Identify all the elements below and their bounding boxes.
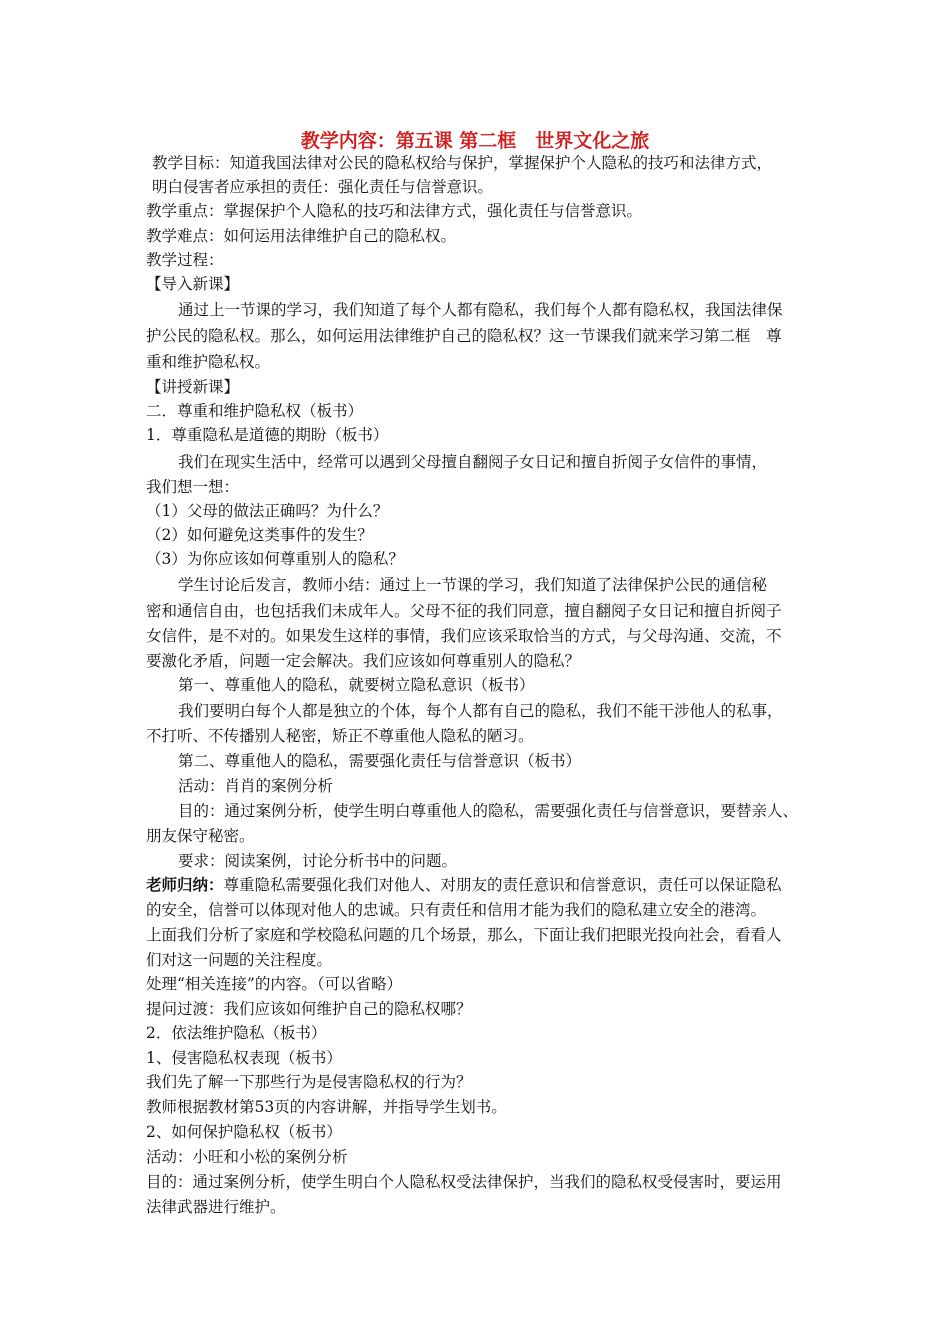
teacher-summary-line bbox=[146, 873, 810, 897]
text-line: 我们想一想： bbox=[146, 478, 240, 496]
text-line: 要求：阅读案例，讨论分析书中的问题。 bbox=[178, 852, 458, 870]
question-item: （1）父母的做法正确吗？为什么？ bbox=[146, 502, 389, 520]
text-line: 处理“相关连接”的内容。（可以省略） bbox=[146, 975, 403, 993]
subheading: 2．依法维护隐私（板书） bbox=[146, 1024, 327, 1042]
text-line: 我们先了解一下那些行为是侵害隐私权的行为？ bbox=[146, 1073, 472, 1091]
text-line: 的安全，信誉可以体现对他人的忠诚。只有责任和信用才能为我们的隐私建立安全的港湾。 bbox=[146, 901, 767, 919]
text-line: 女信件，是不对的。如果发生这样的事情，我们应该采取恰当的方式，与父母沟通、交流，不 bbox=[146, 627, 782, 645]
subheading: 2、如何保护隐私权（板书） bbox=[146, 1123, 342, 1141]
text-line: 学生讨论后发言，教师小结：通过上一节课的学习，我们知道了法律保护公民的通信秘 bbox=[178, 576, 768, 594]
teacher-summary-text: 尊重隐私需要强化我们对他人、对朋友的责任意识和信誉意识，责任可以保证隐私 bbox=[223, 876, 782, 894]
text-line: 活动：肖肖的案例分析 bbox=[178, 777, 334, 795]
page-title: 教学内容：第五课 第二框 世界文化之旅 bbox=[300, 130, 650, 152]
text-line: 目的：通过案例分析，使学生明白尊重他人的隐私，需要强化责任与信誉意识，要替亲人、 bbox=[178, 802, 799, 820]
text-line: 我们在现实生活中，经常可以遇到父母擅自翻阅子女日记和擅自折阅子女信件的事情， bbox=[178, 453, 768, 471]
text-line-objective: 教学目标：知道我国法律对公民的隐私权给与保护，掌握保护个人隐私的技巧和法律方式， bbox=[152, 154, 773, 172]
teacher-summary-label: 老师归纳： bbox=[146, 875, 224, 894]
text-line-difficulty: 教学难点：如何运用法律维护自己的隐私权。 bbox=[146, 227, 457, 245]
subheading: 二．尊重和维护隐私权（板书） bbox=[146, 402, 364, 420]
text-line: 护公民的隐私权。那么，如何运用法律维护自己的隐私权？这一节课我们就来学习第二框 尊 bbox=[146, 327, 782, 345]
text-line: 法律武器进行维护。 bbox=[146, 1198, 286, 1216]
text-line: 要激化矛盾，问题一定会解决。我们应该如何尊重别人的隐私？ bbox=[146, 652, 581, 670]
text-line-objective-cont: 明白侵害者应承担的责任：强化责任与信誉意识。 bbox=[152, 178, 494, 196]
text-line: 重和维护隐私权。 bbox=[146, 353, 271, 371]
text-line: 目的：通过案例分析，使学生明白个人隐私权受法律保护，当我们的隐私权受侵害时，要运用 bbox=[146, 1173, 782, 1191]
subheading: 1、侵害隐私权表现（板书） bbox=[146, 1049, 342, 1067]
text-line: 密和通信自由，也包括我们未成年人。父母不征的我们同意，擅自翻阅子女日记和擅自折阅子 bbox=[146, 602, 782, 620]
text-line: 活动：小旺和小松的案例分析 bbox=[146, 1148, 348, 1166]
text-line-process: 教学过程： bbox=[146, 251, 224, 269]
text-line: 第二、尊重他人的隐私，需要强化责任与信誉意识（板书） bbox=[178, 752, 582, 770]
text-line: 通过上一节课的学习，我们知道了每个人都有隐私，我们每个人都有隐私权，我国法律保 bbox=[178, 301, 783, 319]
text-line-key-point: 教学重点：掌握保护个人隐私的技巧和法律方式，强化责任与信誉意识。 bbox=[146, 202, 643, 220]
text-line: 我们要明白每个人都是独立的个体，每个人都有自己的隐私，我们不能干涉他人的私事， bbox=[178, 702, 783, 720]
text-line: 提问过渡：我们应该如何维护自己的隐私权哪？ bbox=[146, 1000, 472, 1018]
text-line: 们对这一问题的关注程度。 bbox=[146, 951, 333, 969]
subheading: 1．尊重隐私是道德的期盼（板书） bbox=[146, 426, 389, 444]
text-line: 上面我们分析了家庭和学校隐私问题的几个场景，那么，下面让我们把眼光投向社会，看看人 bbox=[146, 926, 782, 944]
section-heading-new-lesson: 【讲授新课】 bbox=[146, 378, 240, 396]
text-line: 教师根据教材第53页的内容讲解，并指导学生划书。 bbox=[146, 1098, 507, 1116]
question-item: （2）如何避免这类事件的发生？ bbox=[146, 526, 373, 544]
text-line: 第一、尊重他人的隐私，就要树立隐私意识（板书） bbox=[178, 676, 535, 694]
section-heading-intro: 【导入新课】 bbox=[146, 275, 240, 293]
question-item: （3）为你应该如何尊重别人的隐私？ bbox=[146, 550, 404, 568]
text-line: 朋友保守秘密。 bbox=[146, 827, 255, 845]
text-line: 不打听、不传播别人秘密，矫正不尊重他人隐私的陋习。 bbox=[146, 727, 534, 745]
